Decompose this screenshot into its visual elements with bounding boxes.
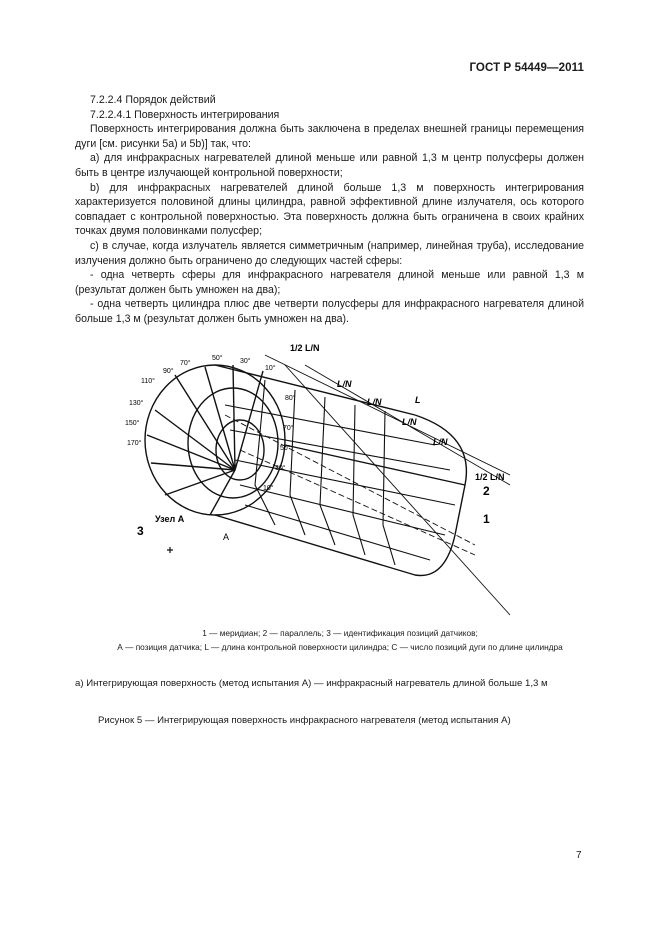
- cylinder-outline: [215, 365, 465, 576]
- body-text: [75, 93, 584, 327]
- angle-label: 170°: [127, 440, 142, 447]
- paragraph: а) для инфракрасных нагревателей длиной меньше или равной 1,3 м центр полусферы должен быть в центре излучающей контрольной поверхности;: [75, 152, 584, 179]
- angle-label: 10°: [265, 365, 276, 372]
- sensor-marker-icon: [167, 547, 173, 553]
- angle-label: 150°: [125, 420, 140, 427]
- label-number-1: 1: [483, 512, 490, 526]
- angle-label: 110°: [141, 378, 155, 385]
- angle-label: 130°: [129, 400, 144, 407]
- legend-line: А — позиция датчика; L — длина контрольной поверхности цилиндра; С — число позиций дуги по длине цилиндра: [117, 642, 563, 652]
- sub-caption: а) Интегрирующая поверхность (метод испытания А) — инфракрасный нагреватель длиной больше 1,3 м: [75, 678, 548, 689]
- subsection-heading: 7.2.2.4.1 Поверхность интегрирования: [90, 108, 280, 121]
- figure-integrating-surface: [115, 335, 535, 620]
- label-ln: L/N: [433, 437, 448, 447]
- angle-label: 10°: [263, 485, 274, 492]
- paragraph: Поверхность интегрирования должна быть заключена в пределах внешней границы перемещения дуги [см. рисунки 5а) и 5b)] так, что:: [75, 123, 584, 150]
- section-heading: 7.2.2.4 Порядок действий: [90, 94, 216, 106]
- label-half-ln-top: 1/2 L/N: [290, 343, 320, 353]
- angle-label: 90°: [163, 368, 174, 375]
- label-ln: L/N: [402, 417, 417, 427]
- figure-drawing: [115, 335, 535, 620]
- paragraph: - одна четверть цилиндра плюс две четверти полусферы для инфракрасного нагревателя длиной больше 1,3 м (результат должен быть умножен на два).: [75, 298, 584, 325]
- paragraph: b) для инфракрасных нагревателей длиной больше 1,3 м поверхность интегрирования характеризуется половиной длины цилиндра, равной эффективной длине излучателя, ось которого совпадает с контрольной поверхностью. Эта поверхность должна быть ограничена в своих крайних точках двумя половинками полусфер;: [75, 181, 584, 238]
- label-number-3: 3: [137, 524, 144, 538]
- label-l: L: [415, 395, 421, 405]
- legend-line: 1 — меридиан; 2 — параллель; 3 — идентификация позиций датчиков;: [202, 628, 478, 638]
- document-header: ГОСТ Р 54449—2011: [469, 62, 584, 74]
- figure-caption: Рисунок 5 — Интегрирующая поверхность инфракрасного нагревателя (метод испытания А): [98, 715, 511, 726]
- angle-label: 50°: [280, 445, 291, 452]
- angle-label: 70°: [180, 360, 191, 367]
- angle-label: 30°: [240, 358, 251, 365]
- label-uzel: Узел А: [155, 514, 185, 524]
- label-ln: L/N: [337, 379, 352, 389]
- label-a: А: [223, 532, 230, 542]
- label-ln: L/N: [367, 397, 382, 407]
- paragraph: - одна четверть сферы для инфракрасного нагревателя длиной меньше или равной 1,3 м (результат должен быть умножен на два);: [75, 269, 584, 296]
- paragraph: c) в случае, когда излучатель является симметричным (например, линейная труба), исследование излучения должно быть ограничено до следующих частей сферы:: [75, 239, 584, 267]
- angle-label: 50°: [212, 355, 223, 362]
- page-number: 7: [576, 850, 582, 861]
- angle-label: 30°: [275, 465, 286, 472]
- angle-label: 70°: [283, 425, 294, 432]
- angle-label: 80°: [285, 395, 296, 402]
- label-half-ln-bottom: 1/2 L/N: [475, 472, 505, 482]
- label-number-2: 2: [483, 484, 490, 498]
